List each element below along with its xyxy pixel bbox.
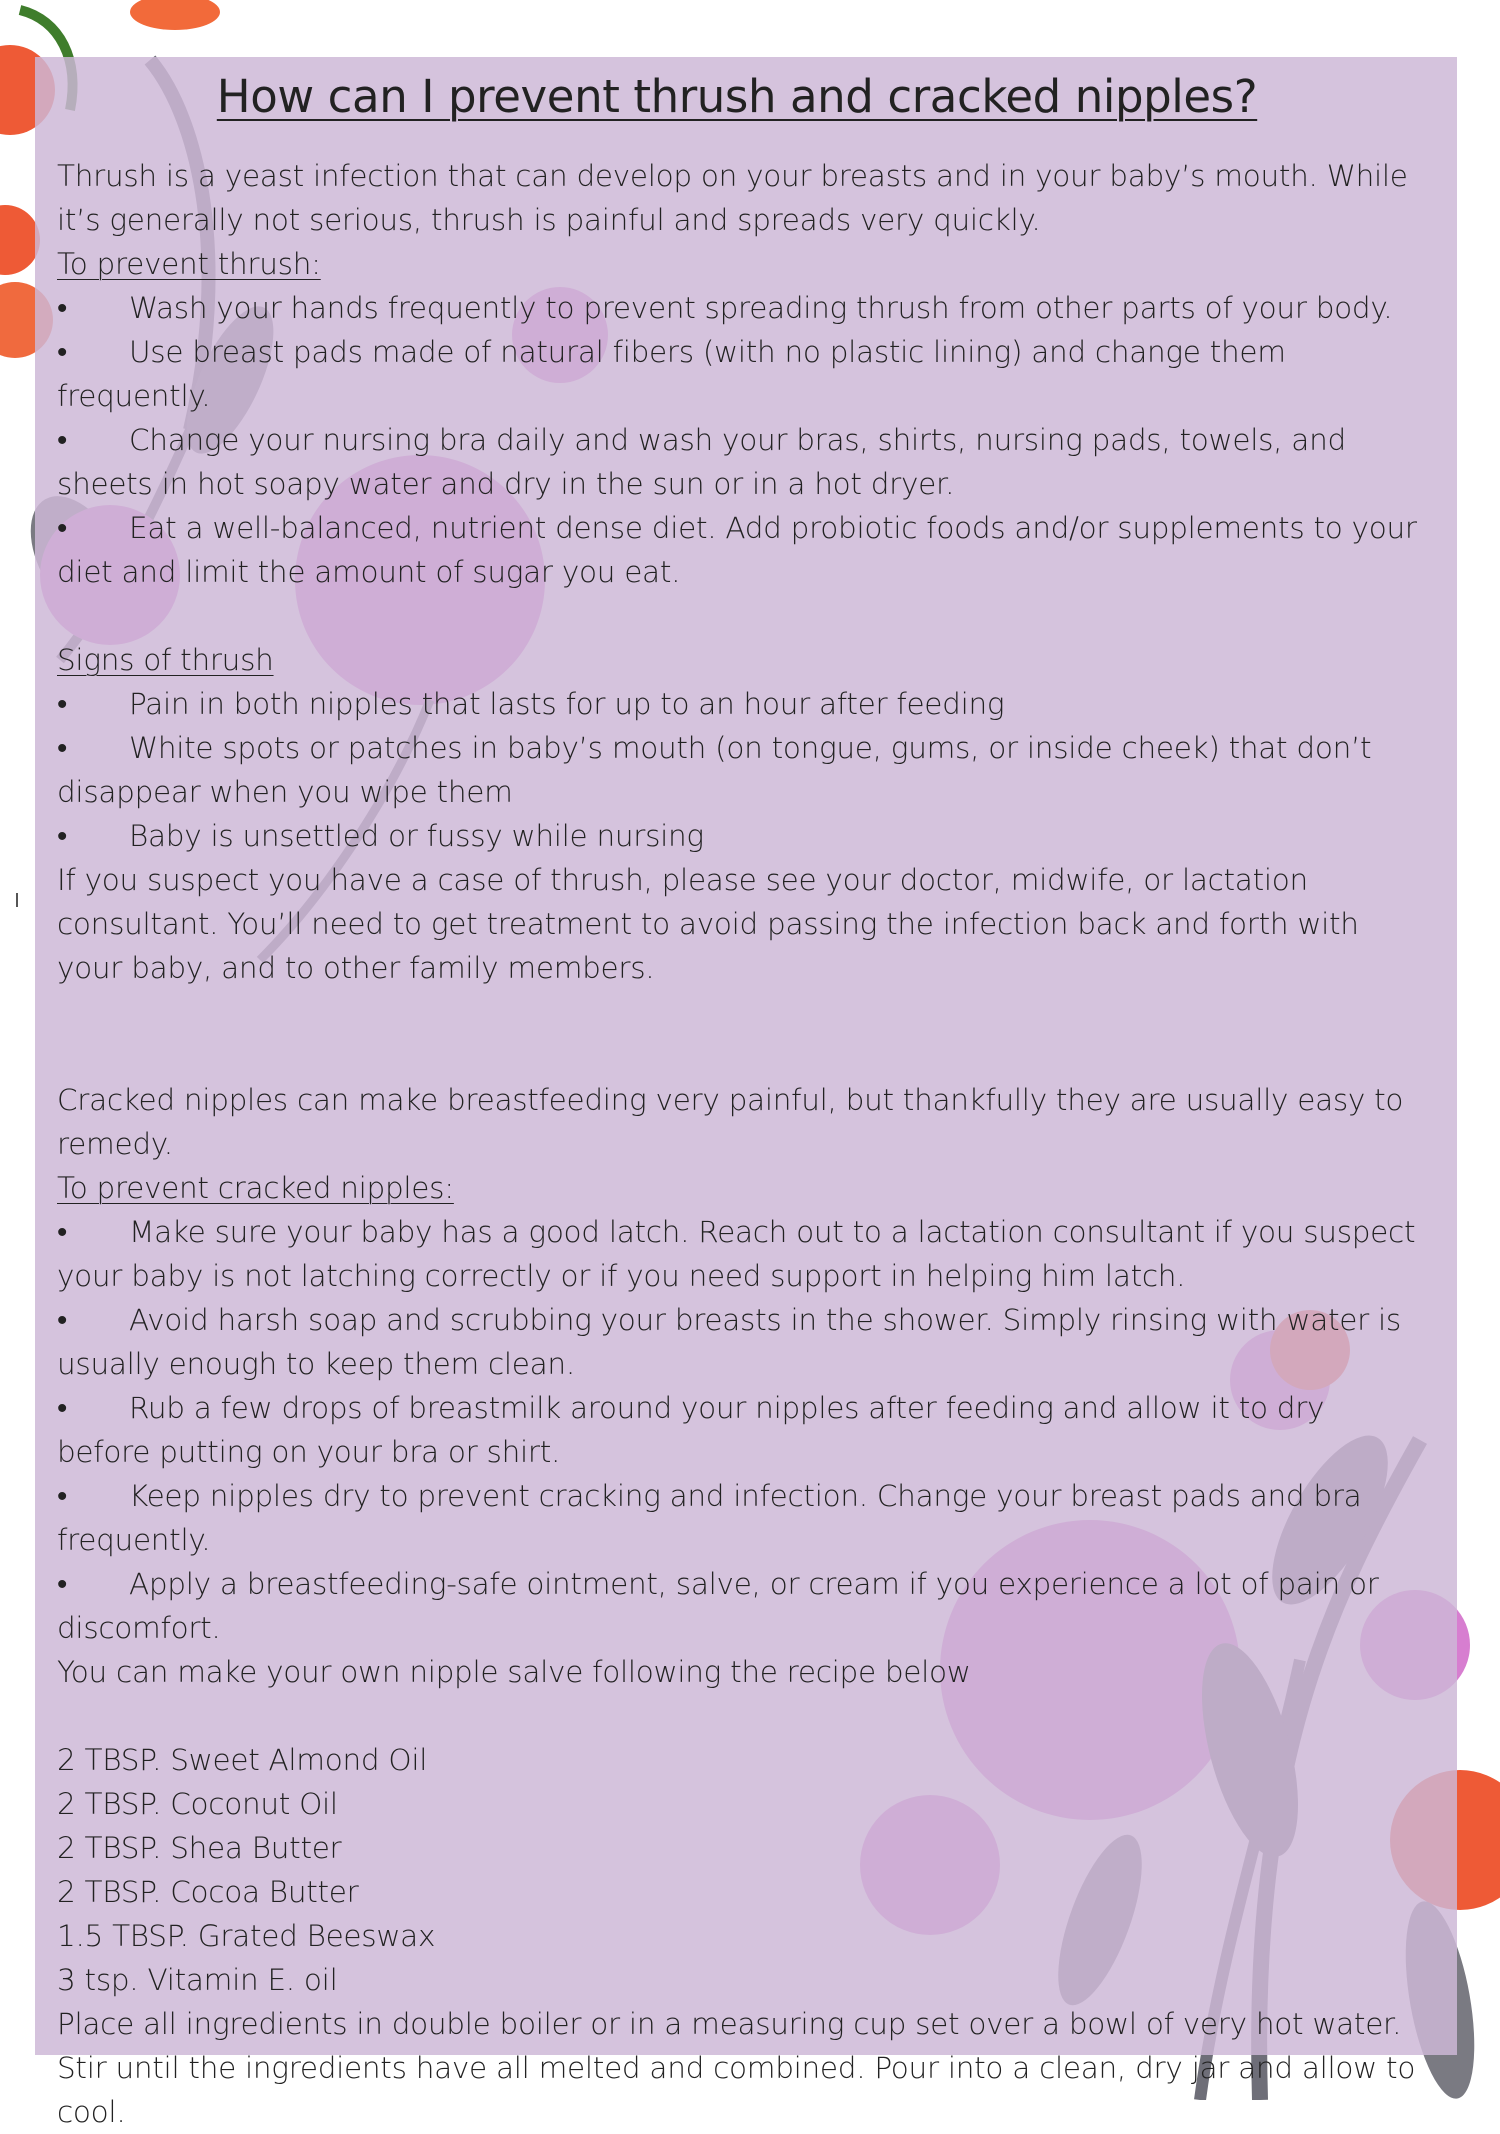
- list-item-text: Change your nursing bra daily and wash your bras, shirts, nursing pads, towels, and sheets in hot soapy water and dry in the sun or in a hot dryer.: [57, 423, 1346, 501]
- list-item: [57, 1386, 1417, 1474]
- prevent-thrush-heading: To prevent thrush:: [57, 247, 321, 281]
- page-title: How can I prevent thrush and cracked nipples?: [216, 70, 1258, 123]
- margin-mark: [16, 893, 18, 907]
- list-item: [57, 418, 1417, 506]
- ingredient-item: 2 TBSP. Coconut Oil: [57, 1787, 338, 1821]
- bullet: •: [57, 511, 68, 545]
- bullet: •: [57, 335, 68, 369]
- document-body: [57, 60, 1417, 2134]
- ingredient-item: 3 tsp. Vitamin E. oil: [57, 1963, 338, 1997]
- list-item: [57, 330, 1417, 418]
- list-item: [57, 506, 1417, 594]
- bullet: •: [57, 1215, 68, 1249]
- ingredient-item: 2 TBSP. Sweet Almond Oil: [57, 1743, 428, 1777]
- list-item-text: Apply a breastfeeding-safe ointment, salve, or cream if you experience a lot of pain or discomfort.: [57, 1567, 1379, 1645]
- list-item: [57, 726, 1417, 814]
- bullet: •: [57, 731, 68, 765]
- thrush-intro: Thrush is a yeast infection that can develop on your breasts and in your baby’s mouth. While it’s generally not serious, thrush is painful and spreads very quickly.: [57, 159, 1408, 237]
- bullet: •: [57, 1303, 68, 1337]
- recipe-instructions: Place all ingredients in double boiler or in a measuring cup set over a bowl of very hot water. Stir until the ingredients have all melted and combined. Pour into a clean, dry jar and allow to cool.: [57, 2007, 1416, 2129]
- ingredient-item: 2 TBSP. Cocoa Butter: [57, 1875, 359, 1909]
- list-item: [57, 682, 1417, 726]
- bullet: •: [57, 423, 68, 457]
- bullet: •: [57, 1391, 68, 1425]
- list-item-text: Avoid harsh soap and scrubbing your breasts in the shower. Simply rinsing with water is usually enough to keep them clean.: [57, 1303, 1402, 1381]
- list-item-text: Rub a few drops of breastmilk around your nipples after feeding and allow it to dry before putting on your bra or shirt.: [57, 1391, 1325, 1469]
- list-item-text: Use breast pads made of natural fibers (with no plastic lining) and change them frequently.: [57, 335, 1286, 413]
- bullet: •: [57, 687, 68, 721]
- list-item-text: White spots or patches in baby’s mouth (on tongue, gums, or inside cheek) that don’t disappear when you wipe them: [57, 731, 1372, 809]
- list-item-text: Pain in both nipples that lasts for up to an hour after feeding: [129, 687, 1005, 721]
- prevent-cracked-heading: To prevent cracked nipples:: [57, 1171, 454, 1205]
- bullet: •: [57, 1479, 68, 1513]
- list-item-text: Eat a well-balanced, nutrient dense diet. Add probiotic foods and/or supplements to your diet and limit the amount of sugar you eat.: [57, 511, 1417, 589]
- list-item-text: Keep nipples dry to prevent cracking and infection. Change your breast pads and bra frequently.: [57, 1479, 1362, 1557]
- list-item-text: Make sure your baby has a good latch. Reach out to a lactation consultant if you suspect your baby is not latching correctly or if you need support in helping him latch.: [57, 1215, 1416, 1293]
- list-item: [57, 814, 1417, 858]
- list-item: [57, 1298, 1417, 1386]
- thrush-advice: If you suspect you have a case of thrush, please see your doctor, midwife, or lactation consultant. You’ll need to get treatment to avoid passing the infection back and forth with your baby, and to other family members.: [57, 863, 1359, 985]
- bullet: •: [57, 819, 68, 853]
- cracked-nipples-intro: Cracked nipples can make breastfeeding very painful, but thankfully they are usually easy to remedy.: [57, 1083, 1404, 1161]
- bullet: •: [57, 1567, 68, 1601]
- list-item: [57, 286, 1417, 330]
- signs-of-thrush-heading: Signs of thrush: [57, 643, 274, 677]
- ingredient-item: 2 TBSP. Shea Butter: [57, 1831, 342, 1865]
- bullet: •: [57, 291, 68, 325]
- list-item-text: Baby is unsettled or fussy while nursing: [129, 819, 704, 853]
- list-item-text: Wash your hands frequently to prevent spreading thrush from other parts of your body.: [129, 291, 1393, 325]
- list-item: [57, 1474, 1417, 1562]
- salve-intro: You can make your own nipple salve following the recipe below: [57, 1655, 971, 1689]
- list-item: [57, 1562, 1417, 1650]
- list-item: [57, 1210, 1417, 1298]
- ingredient-item: 1.5 TBSP. Grated Beeswax: [57, 1919, 436, 1953]
